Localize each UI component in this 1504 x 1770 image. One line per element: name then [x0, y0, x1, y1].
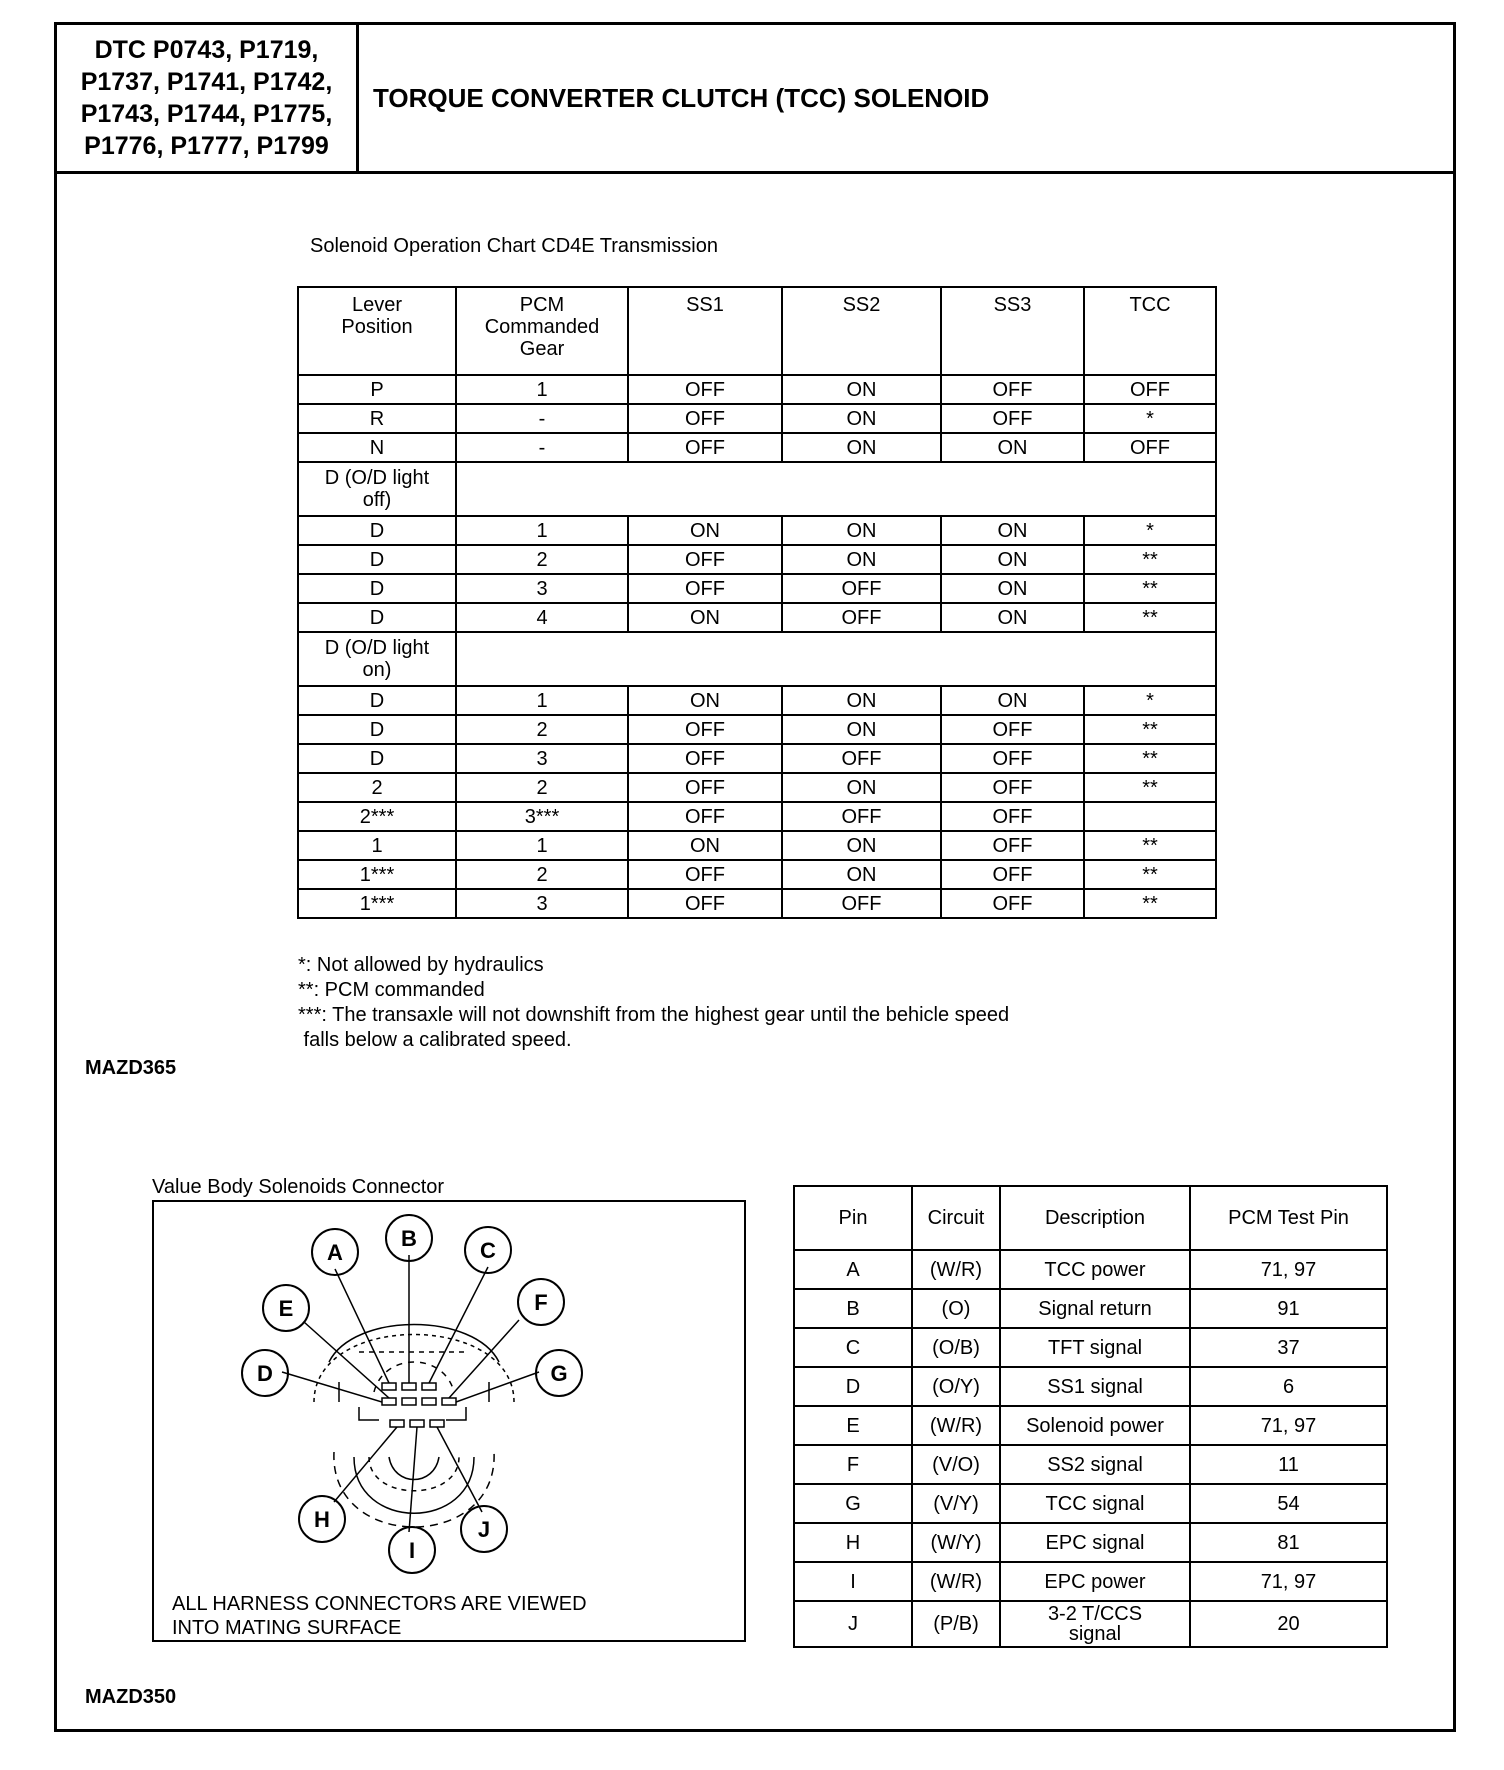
table-cell: **	[1084, 773, 1216, 802]
table-cell: ON	[782, 433, 941, 462]
table-cell: OFF	[628, 889, 782, 918]
table-cell: TFT signal	[1000, 1328, 1190, 1367]
table-cell: ON	[628, 603, 782, 632]
table-cell: OFF	[628, 433, 782, 462]
table-cell: 1	[456, 516, 628, 545]
table-row	[298, 574, 1216, 603]
table-cell: 71, 97	[1190, 1562, 1387, 1601]
table-cell-empty	[456, 632, 1216, 686]
table-cell: (W/R)	[912, 1562, 1000, 1601]
connector-note-line: ALL HARNESS CONNECTORS ARE VIEWED	[172, 1593, 587, 1615]
table-row	[298, 603, 1216, 632]
table-cell	[1084, 802, 1216, 831]
solenoid-operation-table	[297, 286, 1217, 919]
table-cell: D	[794, 1367, 912, 1406]
table-cell: D (O/D light on)	[298, 632, 456, 686]
table-cell: 1***	[298, 860, 456, 889]
table-cell: E	[794, 1406, 912, 1445]
table-row	[298, 889, 1216, 918]
table-cell: OFF	[628, 545, 782, 574]
table-cell: A	[794, 1250, 912, 1289]
table-cell: D	[298, 574, 456, 603]
figure-reference-code: MAZD350	[85, 1686, 177, 1708]
table-cell: 2	[456, 545, 628, 574]
table-cell: C	[794, 1328, 912, 1367]
table-row	[298, 516, 1216, 545]
table-cell: OFF	[628, 802, 782, 831]
table-cell: 54	[1190, 1484, 1387, 1523]
table-section-row	[298, 462, 1216, 516]
table-cell: **	[1084, 889, 1216, 918]
table-cell: OFF	[941, 889, 1084, 918]
table-cell: OFF	[941, 404, 1084, 433]
table-cell: TCC signal	[1000, 1484, 1190, 1523]
table-cell: 4	[456, 603, 628, 632]
dtc-line: P1776, P1777, P1799	[84, 132, 329, 160]
table-cell: 91	[1190, 1289, 1387, 1328]
table-row	[794, 1445, 1387, 1484]
table-cell: ON	[941, 433, 1084, 462]
table-cell: **	[1084, 744, 1216, 773]
table-cell: OFF	[628, 715, 782, 744]
table-cell: 2	[456, 773, 628, 802]
table-cell: ON	[941, 516, 1084, 545]
table-cell: ON	[782, 860, 941, 889]
table-row	[794, 1250, 1387, 1289]
table-cell: ON	[782, 545, 941, 574]
pin-label-g: G	[550, 1361, 568, 1386]
table-cell: Solenoid power	[1000, 1406, 1190, 1445]
table-cell: OFF	[628, 860, 782, 889]
table-row	[794, 1562, 1387, 1601]
table-row	[298, 773, 1216, 802]
table-cell: ON	[628, 686, 782, 715]
table-cell: D	[298, 744, 456, 773]
table-cell: -	[456, 404, 628, 433]
table-cell: (W/R)	[912, 1406, 1000, 1445]
table-row	[298, 375, 1216, 404]
header-ss1: SS1	[628, 287, 782, 375]
table-row	[298, 404, 1216, 433]
table-row	[794, 1406, 1387, 1445]
table-cell: OFF	[628, 744, 782, 773]
table-row	[794, 1601, 1387, 1647]
table-cell: OFF	[628, 375, 782, 404]
table-cell: ON	[941, 603, 1084, 632]
table-cell: ON	[628, 516, 782, 545]
pin-label-e: E	[278, 1296, 294, 1321]
table-cell: 2	[456, 860, 628, 889]
table-cell: D	[298, 516, 456, 545]
table-cell: ON	[628, 831, 782, 860]
pin-circuit-table	[793, 1185, 1388, 1648]
table-header-row	[298, 287, 1216, 375]
table-cell: ON	[782, 773, 941, 802]
footnote: *: Not allowed by hydraulics	[298, 954, 544, 976]
table-cell: *	[1084, 516, 1216, 545]
table-cell: 1	[456, 831, 628, 860]
header-lever-position: Lever Position	[298, 287, 456, 375]
table-cell: OFF	[941, 860, 1084, 889]
table-cell: G	[794, 1484, 912, 1523]
table-row	[298, 715, 1216, 744]
table-cell: OFF	[941, 773, 1084, 802]
pin-label-b: B	[401, 1226, 417, 1251]
table-cell: 20	[1190, 1601, 1387, 1647]
table-cell: OFF	[782, 744, 941, 773]
table-cell: SS2 signal	[1000, 1445, 1190, 1484]
table-cell: OFF	[1084, 433, 1216, 462]
header-description: Description	[1000, 1186, 1190, 1250]
table-cell: Signal return	[1000, 1289, 1190, 1328]
page-title: TORQUE CONVERTER CLUTCH (TCC) SOLENOID	[373, 82, 990, 113]
connector-note	[172, 1592, 587, 1640]
table-cell: D	[298, 715, 456, 744]
footnote: falls below a calibrated speed.	[298, 1029, 572, 1051]
table-cell: 71, 97	[1190, 1250, 1387, 1289]
header-ss3: SS3	[941, 287, 1084, 375]
table-cell: *	[1084, 686, 1216, 715]
pin-label-c: C	[480, 1238, 496, 1263]
table-cell: I	[794, 1562, 912, 1601]
table-row	[298, 831, 1216, 860]
table-cell: H	[794, 1523, 912, 1562]
header-pcm-test-pin: PCM Test Pin	[1190, 1186, 1387, 1250]
table-cell: 71, 97	[1190, 1406, 1387, 1445]
header-ss2: SS2	[782, 287, 941, 375]
table-section-row	[298, 632, 1216, 686]
table-row	[794, 1484, 1387, 1523]
table-cell: OFF	[941, 744, 1084, 773]
solenoid-chart-caption: Solenoid Operation Chart CD4E Transmission	[310, 235, 718, 257]
header-pcm-commanded-gear: PCM Commanded Gear	[456, 287, 628, 375]
table-row	[298, 433, 1216, 462]
table-cell: **	[1084, 545, 1216, 574]
table-cell: SS1 signal	[1000, 1367, 1190, 1406]
table-cell: 1***	[298, 889, 456, 918]
header-circuit: Circuit	[912, 1186, 1000, 1250]
table-cell: 6	[1190, 1367, 1387, 1406]
table-cell: ON	[782, 516, 941, 545]
table-cell: ON	[941, 574, 1084, 603]
table-cell: N	[298, 433, 456, 462]
table-cell: 2	[456, 715, 628, 744]
dtc-line: P1737, P1741, P1742,	[80, 68, 333, 96]
table-cell: 81	[1190, 1523, 1387, 1562]
table-cell: OFF	[941, 802, 1084, 831]
figure-reference-code: MAZD365	[85, 1057, 177, 1079]
table-cell: 3	[456, 744, 628, 773]
connector-note-line: INTO MATING SURFACE	[172, 1617, 402, 1639]
table-cell: 1	[456, 375, 628, 404]
table-cell: 3	[456, 889, 628, 918]
connector-illustration	[154, 1202, 748, 1644]
table-cell: *	[1084, 404, 1216, 433]
table-cell: EPC power	[1000, 1562, 1190, 1601]
table-cell: F	[794, 1445, 912, 1484]
table-cell: **	[1084, 715, 1216, 744]
table-cell: (W/Y)	[912, 1523, 1000, 1562]
page-header	[54, 22, 1456, 174]
table-cell: OFF	[782, 603, 941, 632]
table-cell: OFF	[782, 889, 941, 918]
table-cell: 3***	[456, 802, 628, 831]
pin-label-d: D	[257, 1361, 273, 1386]
pin-label-f: F	[534, 1290, 548, 1315]
table-cell: EPC signal	[1000, 1523, 1190, 1562]
table-cell: (V/Y)	[912, 1484, 1000, 1523]
table-cell: 1	[298, 831, 456, 860]
table-cell: P	[298, 375, 456, 404]
table-cell: B	[794, 1289, 912, 1328]
table-cell: D	[298, 686, 456, 715]
table-cell: OFF	[782, 574, 941, 603]
table-cell: -	[456, 433, 628, 462]
table-cell: (W/R)	[912, 1250, 1000, 1289]
table-cell: (O)	[912, 1289, 1000, 1328]
table-row	[794, 1367, 1387, 1406]
table-cell: ON	[782, 715, 941, 744]
table-row	[298, 802, 1216, 831]
table-cell: J	[794, 1601, 912, 1647]
table-cell: 2	[298, 773, 456, 802]
table-cell: OFF	[941, 375, 1084, 404]
table-cell: **	[1084, 603, 1216, 632]
table-cell: D	[298, 545, 456, 574]
table-cell: 3-2 T/CCS signal	[1000, 1601, 1190, 1647]
dtc-line: P1743, P1744, P1775,	[80, 100, 333, 128]
table-cell: **	[1084, 860, 1216, 889]
table-row	[794, 1289, 1387, 1328]
table-row	[794, 1328, 1387, 1367]
table-cell: ON	[941, 545, 1084, 574]
table-cell: ON	[782, 831, 941, 860]
pin-label-h: H	[314, 1507, 330, 1532]
table-cell: (V/O)	[912, 1445, 1000, 1484]
table-cell: 37	[1190, 1328, 1387, 1367]
table-cell: R	[298, 404, 456, 433]
table-cell: ON	[782, 404, 941, 433]
dtc-code-list	[57, 25, 359, 171]
table-cell: OFF	[628, 574, 782, 603]
table-cell: OFF	[628, 773, 782, 802]
table-cell: 1	[456, 686, 628, 715]
table-cell: ON	[782, 686, 941, 715]
table-cell: (P/B)	[912, 1601, 1000, 1647]
connector-diagram	[152, 1200, 746, 1642]
table-row	[298, 744, 1216, 773]
table-cell: 11	[1190, 1445, 1387, 1484]
table-cell: TCC power	[1000, 1250, 1190, 1289]
table-cell: **	[1084, 831, 1216, 860]
table-cell: **	[1084, 574, 1216, 603]
connector-caption: Value Body Solenoids Connector	[152, 1176, 445, 1198]
table-cell: OFF	[628, 404, 782, 433]
table-cell: OFF	[1084, 375, 1216, 404]
table-cell: 2***	[298, 802, 456, 831]
table-header-row	[794, 1186, 1387, 1250]
table-cell: OFF	[941, 715, 1084, 744]
pin-label-a: A	[327, 1240, 343, 1265]
table-row	[298, 545, 1216, 574]
table-row	[298, 686, 1216, 715]
table-cell: ON	[941, 686, 1084, 715]
footnote: ***: The transaxle will not downshift from the highest gear until the behicle speed	[298, 1004, 1010, 1026]
table-cell: 3	[456, 574, 628, 603]
table-cell: ON	[782, 375, 941, 404]
pin-label-i: I	[408, 1538, 416, 1563]
header-tcc: TCC	[1084, 287, 1216, 375]
table-row	[794, 1523, 1387, 1562]
footnotes	[298, 953, 1009, 1053]
table-cell: D	[298, 603, 456, 632]
table-row	[298, 860, 1216, 889]
table-cell: D (O/D light off)	[298, 462, 456, 516]
pin-label-j: J	[477, 1517, 491, 1542]
table-cell: OFF	[782, 802, 941, 831]
table-cell: (O/B)	[912, 1328, 1000, 1367]
footnote: **: PCM commanded	[298, 979, 485, 1001]
header-pin: Pin	[794, 1186, 912, 1250]
table-cell-empty	[456, 462, 1216, 516]
table-cell: (O/Y)	[912, 1367, 1000, 1406]
table-cell: OFF	[941, 831, 1084, 860]
dtc-line: DTC P0743, P1719,	[94, 36, 319, 64]
